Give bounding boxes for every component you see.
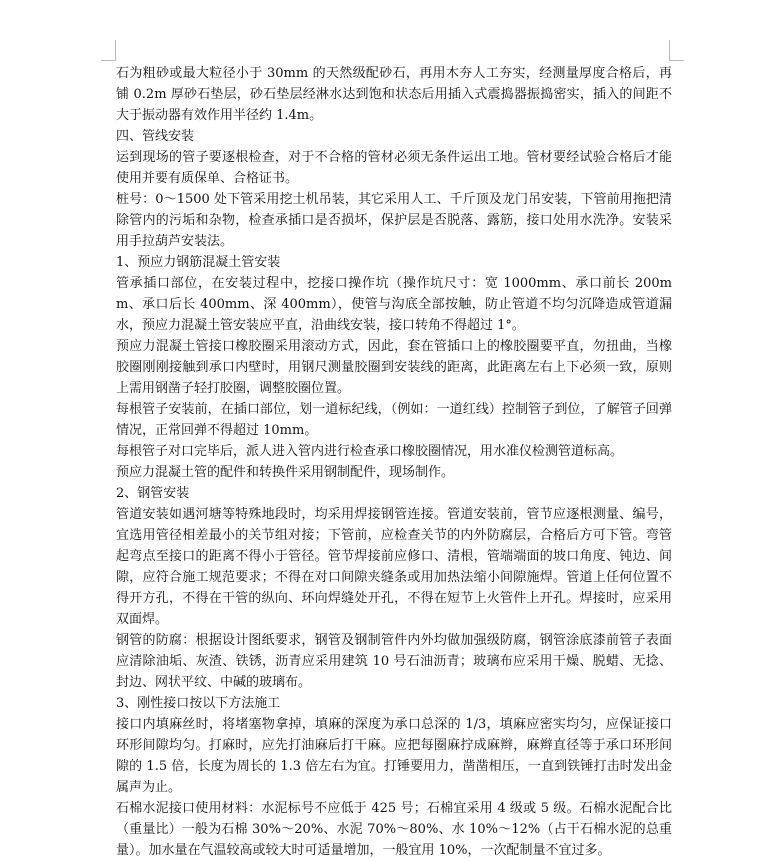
paragraph-pipe-inspection: 运到现场的管子要逐根检查，对于不合格的管材必须无条件运出工地。管材要经试验合格后才能使用并要有质保单、合格证书。 xyxy=(116,150,672,186)
margin-corner-mark-right xyxy=(669,40,684,61)
subheading-prestressed-pipe: 1、预应力钢筋混凝土管安装 xyxy=(116,255,281,270)
paragraph-steel-pipe-welding: 管道安装如遇河塘等特殊地段时，均采用焊接钢管连接。管道安装前，管节应逐根测量、编号，宜选用管径相差最小的关节组对接；下管前，应检查关节的内外防腐层，合格后方可下管。弯管起弯点至接口的距离不得小于管径。管节焊接前应修口、清根，管端端面的坡口角度、钝边、间隙，应符合施工规范要求；不得在对口间隙夹缝条或用加热法缩小间隙施焊。管道上任何位置不得开方孔，不得在干管的纵向、环向焊缝处开孔，不得在短节上火管件上开孔。焊接时，应采用双面焊。 xyxy=(116,507,672,627)
paragraph-steel-anticorrosion: 钢管的防腐：根据设计图纸要求，钢管及钢制管件内外均做加强级防腐，钢管涂底漆前管子表面应清除油垢、灰渣、铁锈，沥青应采用建筑 10 号石油沥青；玻璃布应采用干燥、脱蜡、无捻、封边、网状平纹、中碱的玻璃布。 xyxy=(116,633,672,690)
document-body xyxy=(116,63,672,861)
paragraph-rubber-ring: 预应力混凝土管接口橡胶圈采用滚动方式，因此，套在管插口上的橡胶圈要平直，勿扭曲，当橡胶圈刚刚接触到承口内壁时，用钢尺测量胶圈到安装线的距离，此距离左右上下必须一致，原则上需用钢凿子轻打胶圈，调整胶圈位置。 xyxy=(116,339,672,396)
section-heading-pipeline-installation: 四、管线安装 xyxy=(116,129,195,144)
paragraph-steel-fittings: 预应力混凝土管的配件和转换件采用钢制配件，现场制作。 xyxy=(116,465,455,480)
subheading-rigid-joint: 3、刚性接口按以下方法施工 xyxy=(116,696,281,711)
paragraph-pipe-lowering: 桩号：0～1500 处下管采用挖土机吊装，其它采用人工、千斤顶及龙门吊安装，下管前用拖把清除管内的污垢和杂物，检查承插口是否损坏，保护层是否脱落、露筋，接口处用水洗净。安装采用手拉葫芦安装法。 xyxy=(116,192,672,249)
paragraph-sand-cushion: 石为粗砂或最大粒径小于 30mm 的天然级配砂石，再用木夯人工夯实，经测量厚度合格后，再铺 0.2m 厚砂石垫层，砂石垫层经淋水达到饱和状态后用插入式震捣器振捣密实，插入的间距不大于振动器有效作用半径约 1.4m。 xyxy=(116,66,672,123)
subheading-steel-pipe: 2、钢管安装 xyxy=(116,486,190,501)
paragraph-socket-joint-pit: 管承插口部位，在安装过程中，挖接口操作坑（操作坑尺寸：宽 1000mm、承口前长 200mm、承口后长 400mm、深 400mm），使管与沟底全部按触，防止管道不均匀沉降造成管道漏水，预应力混凝土管安装应平直，沿曲线安装，接口转角不得超过 1°。 xyxy=(116,276,672,333)
paragraph-asbestos-cement: 石棉水泥接口使用材料：水泥标号不应低于 425 号；石棉宜采用 4 级或 5 级。石棉水泥配合比（重量比）一般为石棉 30%～20%、水泥 70%～80%、水 10%～12%（占干石棉水泥的总重量）。加水量在气温较高或较大时可适量增加，一般宜用 10%，一次配制量不宜过多。 xyxy=(116,801,672,858)
paragraph-hemp-filling: 接口内填麻丝时，将堵塞物拿掉，填麻的深度为承口总深的 1/3，填麻应密实均匀，应保证接口环形间隙均匀。打麻时，应先打油麻后打干麻。应把每圈麻拧成麻辫，麻辫直径等于承口环形间隙的 1.5 倍，长度为周长的 1.3 倍左右为宜。打锤要用力，凿凿相压，一直到铁锤打击时发出金属声为止。 xyxy=(116,717,672,795)
margin-corner-mark-left xyxy=(101,40,116,61)
paragraph-joint-check: 每根管子对口完毕后，派人进入管内进行检查承口橡胶圈情况，用水准仪检测管道标高。 xyxy=(116,444,624,459)
paragraph-mark-line: 每根管子安装前，在插口部位，划一道标纪线，（例如：一道红线）控制管子到位，了解管子回弹情况，正常回弹不得超过 10mm。 xyxy=(116,402,672,438)
